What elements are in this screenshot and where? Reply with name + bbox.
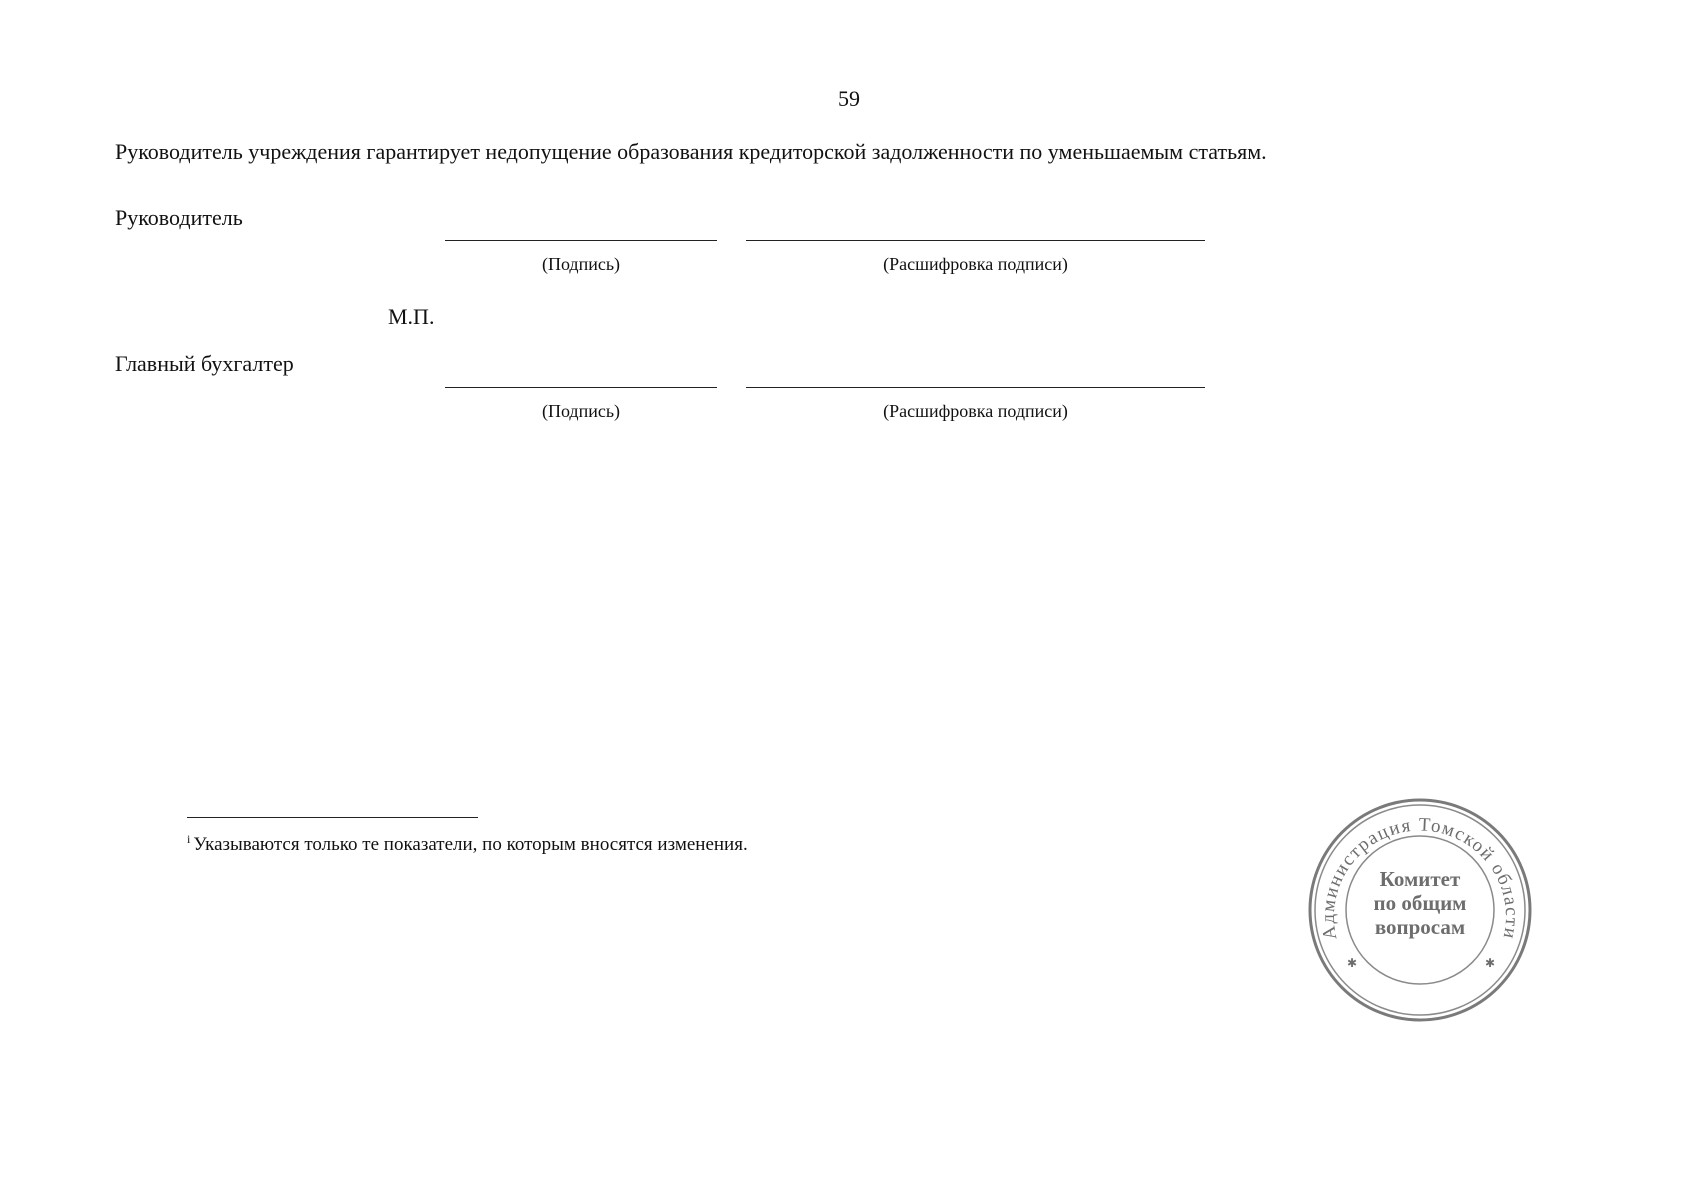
stamp-ring-text: Администрация Томской области: [1317, 814, 1523, 942]
footnote-separator: [187, 817, 478, 818]
director-decryption-line: [746, 240, 1205, 241]
director-signature-caption: (Подпись): [541, 254, 621, 274]
stamp-line-2: по общим: [1373, 891, 1467, 915]
stamp-line-1: Комитет: [1379, 867, 1461, 891]
guarantee-statement: Руководитель учреждения гарантирует недопущение образования кредиторской задолженности по уменьшаемым статьям.: [115, 139, 1267, 164]
official-stamp: [1305, 795, 1535, 1025]
stamp-star-right: ✱: [1485, 956, 1496, 970]
chief-accountant-label: Главный бухгалтер: [115, 351, 294, 376]
director-signature-line: [445, 240, 717, 241]
stamp-line-3: вопросам: [1374, 915, 1466, 939]
accountant-signature-caption: (Подпись): [541, 401, 621, 421]
stamp-center-text: [1305, 867, 1535, 939]
accountant-decryption-line: [746, 387, 1205, 388]
page-number: 59: [838, 86, 860, 111]
accountant-signature-line: [445, 387, 717, 388]
accountant-decryption-caption: (Расшифровка подписи): [883, 401, 1068, 421]
footnote-marker: i: [187, 832, 191, 846]
footnote: [187, 832, 748, 856]
footnote-text: Указываются только те показатели, по которым вносятся изменения.: [193, 834, 748, 855]
seal-place-mark: М.П.: [388, 304, 435, 329]
stamp-star-left: ✱: [1347, 956, 1358, 970]
director-label: Руководитель: [115, 205, 243, 230]
director-decryption-caption: (Расшифровка подписи): [883, 254, 1068, 274]
